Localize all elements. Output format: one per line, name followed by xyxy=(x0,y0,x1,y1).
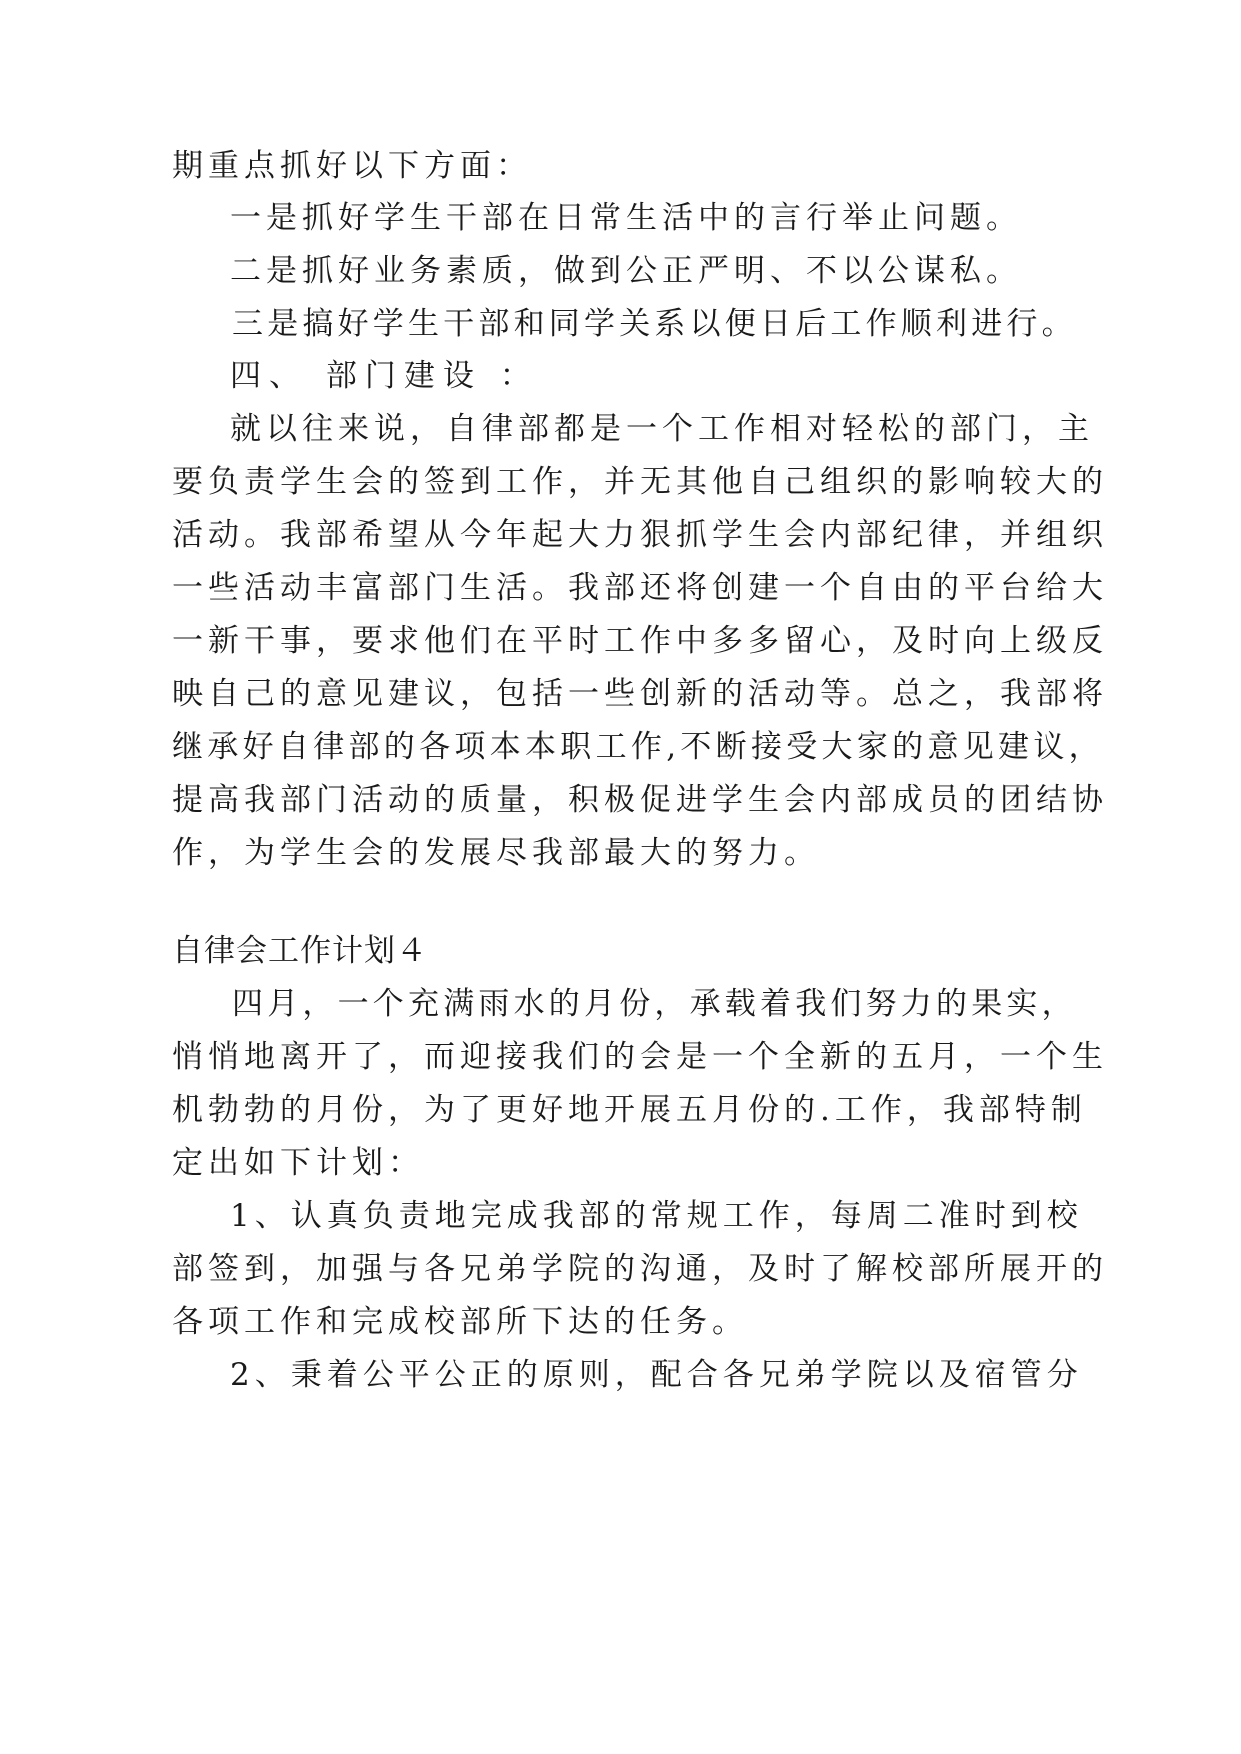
text-line: 映自己的意见建议，包括一些创新的活动等。总之，我部将 xyxy=(172,676,1108,712)
text-line: 机勃勃的月份，为了更好地开展五月份的.工作，我部特制 xyxy=(172,1092,1087,1128)
list-item-text: 1、认真负责地完成我部的常规工作，每周二准时到校 xyxy=(230,1198,1083,1234)
section-heading: 四、 部门建设 ： xyxy=(230,358,539,394)
text-line: 二是抓好业务素质，做到公正严明、不以公谋私。 xyxy=(230,253,1022,289)
text-line: 活动。我部希望从今年起大力狠抓学生会内部纪律，并组织 xyxy=(172,517,1108,553)
list-item-text: 2、秉着公平公正的原则，配合各兄弟学院以及宿管分 xyxy=(230,1357,1083,1393)
text-line: 作，为学生会的发展尽我部最大的努力。 xyxy=(172,835,820,871)
text-line: 要负责学生会的签到工作，并无其他自己组织的影响较大的 xyxy=(172,464,1108,500)
text-line: 就以往来说，自律部都是一个工作相对轻松的部门，主 xyxy=(230,411,1094,447)
section-title: 自律会工作计划４ xyxy=(172,933,428,969)
text-line: 期重点抓好以下方面： xyxy=(172,148,532,184)
text-line: 四月，一个充满雨水的月份，承载着我们努力的果实， xyxy=(232,986,1077,1022)
text-line: 一新干事，要求他们在平时工作中多多留心，及时向上级反 xyxy=(172,623,1108,659)
list-item-text: 部签到，加强与各兄弟学院的沟通，及时了解校部所展开的 xyxy=(172,1251,1108,1287)
text-line: 三是搞好学生干部和同学关系以便日后工作顺利进行。 xyxy=(232,306,1077,342)
text-line: 提高我部门活动的质量，积极促进学生会内部成员的团结协 xyxy=(172,782,1108,818)
text-line: 定出如下计划： xyxy=(172,1145,424,1181)
text-line: 继承好自律部的各项本本职工作,不断接受大家的意见建议， xyxy=(172,729,1104,765)
text-line: 一是抓好学生干部在日常生活中的言行举止问题。 xyxy=(230,200,1022,236)
text-line: 悄悄地离开了，而迎接我们的会是一个全新的五月，一个生 xyxy=(172,1039,1108,1075)
text-line: 一些活动丰富部门生活。我部还将创建一个自由的平台给大 xyxy=(172,570,1108,606)
list-item-text: 各项工作和完成校部所下达的任务。 xyxy=(172,1304,748,1340)
